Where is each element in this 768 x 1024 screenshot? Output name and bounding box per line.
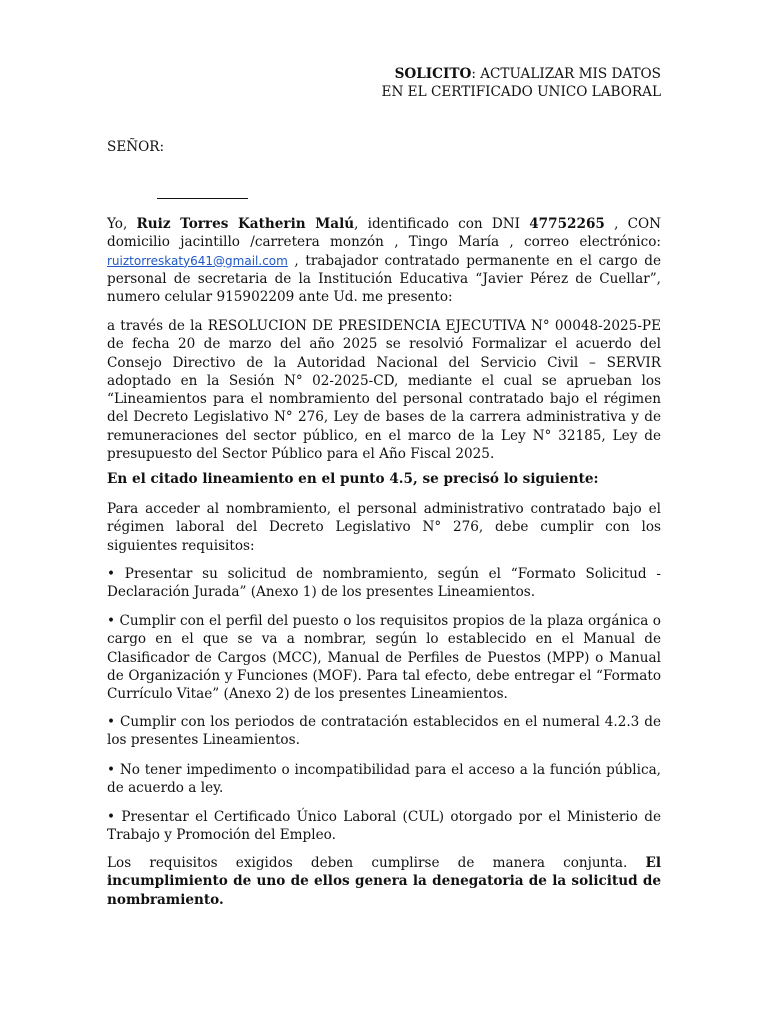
bullet-item: • Cumplir con los periodos de contratación establecidos en el numeral 4.2.3 de los presentes Lineamientos. [107,714,661,749]
addressee-line [157,198,248,199]
section-heading: En el citado lineamiento en el punto 4.5, se precisó lo siguiente: [107,471,599,487]
closing-paragraph [107,854,661,909]
intro-rest: , trabajador contratado permanente en el cargo de personal de secretaria de la Institución Educativa “Javier Pérez de Cuellar”, numero celular 915902209 ante Ud. me presento: [107,252,661,306]
bullet-item: • Presentar su solicitud de nombramiento, según el “Formato Solicitud - Declaración Jurada” (Anexo 1) de los presentes Lineamientos. [107,566,661,601]
intro-identificado: , identificado con DNI [354,216,530,232]
bullet-item: • No tener impedimento o incompatibilidad para el acceso a la función pública, de acuerdo a ley. [107,762,661,797]
requirements-intro: Para acceder al nombramiento, el personal administrativo contratado bajo el régimen laboral del Decreto Legislativo N° 276, debe cumplir con los siguientes requisitos: [107,501,661,554]
bullet-item: • Cumplir con el perfil del puesto o los requisitos propios de la plaza orgánica o cargo en el que se va a nombrar, según lo establecido en el Manual de Clasificador de Cargos (MCC), Manual de Perfiles de Puestos (MPP) o Manual de Organización y Funciones (MOF). Para tal efecto, debe entregar el “Formato Currículo Vitae” (Anexo 2) de los presentes Lineamientos. [107,613,661,703]
intro-paragraph [107,215,661,306]
dni-number: 47752265 [529,216,605,232]
closing-bold-text: El incumplimiento de uno de ellos genera la denegatoria de la solicitud de nombramiento. [107,855,661,908]
subject-block [382,65,661,102]
subject-line-1 [382,65,661,83]
resolution-paragraph: a través de la RESOLUCION DE PRESIDENCIA EJECUTIVA N° 00048-2025-PE de fecha 20 de marzo del año 2025 se resolvió Formalizar el acuerdo del Consejo Directivo de la Autoridad Nacional del Servicio Civil – SERVIR adoptado en la Sesión N° 02-2025-CD, mediante el cual se aprueban los “Lineamientos para el nombramiento del personal contratado bajo el régimen del Decreto Legislativo N° 276, Ley de bases de la carrera administrativa y de remuneraciones del sector público, en el marco de la Ley N° 32185, Ley de presupuesto del Sector Público para el Año Fiscal 2025. [107,318,661,463]
intro-yo: Yo, [107,216,137,232]
bullet-item: • Presentar el Certificado Único Laboral (CUL) otorgado por el Ministerio de Trabajo y Promoción del Empleo. [107,809,661,844]
subject-label: SOLICITO [394,66,472,82]
closing-text: Los requisitos exigidos deben cumplirse de manera conjunta. [107,855,646,871]
email-link[interactable]: ruiztorreskaty641@gmail.com [107,253,288,268]
salutation: SEÑOR: [107,139,165,155]
intro-domicilio: , CON domicilio jacintillo /carretera monzón , Tingo María , correo electrónico: [107,216,662,251]
subject-text: : ACTUALIZAR MIS DATOS [471,66,661,82]
applicant-name: Ruiz Torres Katherin Malú [136,216,355,232]
subject-line-2: EN EL CERTIFICADO UNICO LABORAL [381,84,661,101]
